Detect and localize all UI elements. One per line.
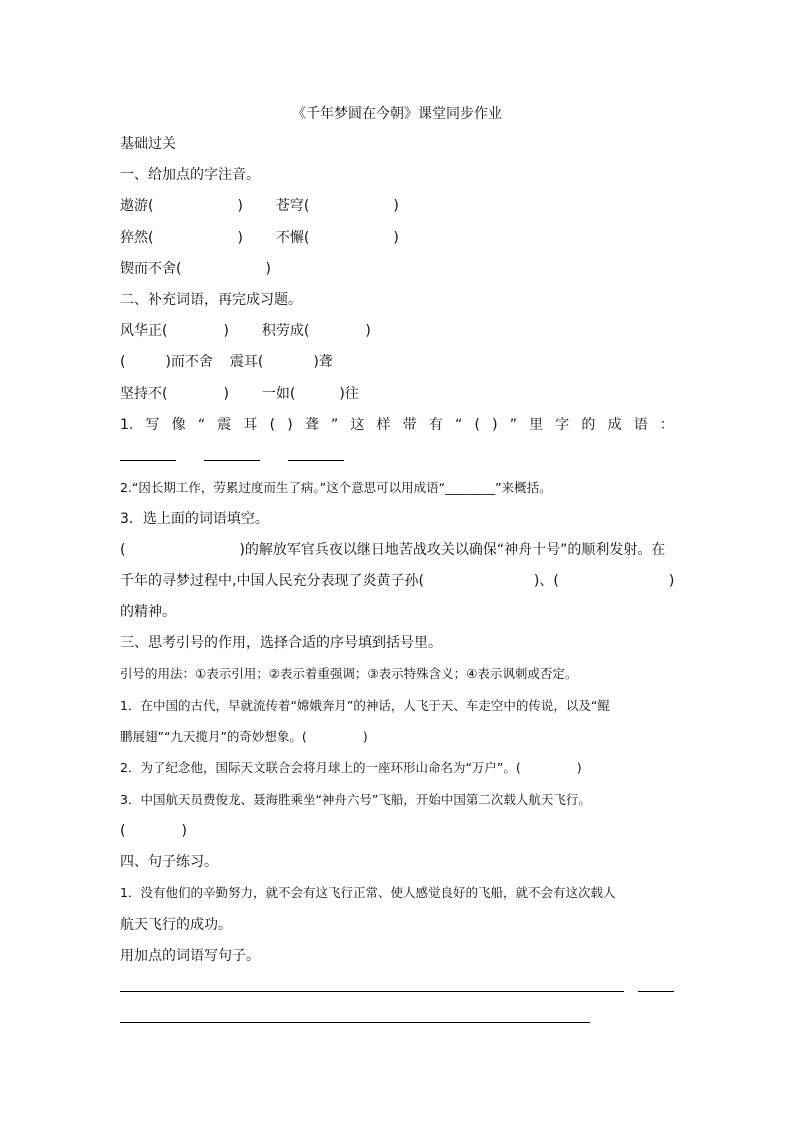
q2-item1 <box>120 415 674 435</box>
close-paren: ) <box>223 323 229 339</box>
q3-item3-line2 <box>120 821 187 841</box>
item1-char: ” <box>330 417 339 433</box>
item1-char: 样 <box>376 417 391 433</box>
item1-char: 1. <box>120 417 134 433</box>
open-paren: ( <box>120 354 126 370</box>
page-title: 《千年梦圆在今朝》课堂同步作业 <box>292 106 502 122</box>
word-buxie: 不懈( <box>275 230 310 246</box>
close-paren: ) <box>223 386 229 402</box>
item1-char: 写 <box>145 417 160 433</box>
sentence-text: )的解放军官兵夜以继日地苦战攻关以确保“神舟十号”的顺利发射。在 <box>239 542 666 558</box>
word-jianchibu: 坚持不( <box>120 386 168 402</box>
q4-heading: 四、句子练习。 <box>120 854 218 870</box>
item1-char: 成 <box>607 417 622 433</box>
close-paren: )往 <box>339 386 359 402</box>
item1-char: “ <box>197 417 206 433</box>
q3-item2 <box>120 758 582 778</box>
q1-heading: 一、给加点的字注音。 <box>120 167 260 183</box>
item1-char: ( <box>269 417 276 433</box>
word-qieerbushe: 锲而不舍( <box>120 261 182 277</box>
item1-char: 聋 <box>304 417 319 433</box>
item1-char: ： <box>659 417 674 433</box>
close-paren: ) <box>365 323 371 339</box>
close-paren: ) <box>393 230 399 246</box>
sentence-text: 千年的寻梦过程中,中国人民充分表现了炎黄子孙( <box>120 573 424 589</box>
fill-sentence-line1 <box>120 540 665 560</box>
word-yiru: 一如( <box>261 386 296 402</box>
word-zhener: 震耳( <box>229 354 264 370</box>
word-fenghuazheng: 风华正( <box>120 323 168 339</box>
item1-char: ” <box>509 417 517 433</box>
answer-line <box>120 1022 590 1023</box>
q2-row3 <box>120 384 359 404</box>
word-cangqiong: 苍穹( <box>275 198 310 214</box>
item1-char: 字 <box>555 417 570 433</box>
open-paren: ( <box>120 542 126 558</box>
close-paren: ) <box>393 198 399 214</box>
q3-usage: 引号的用法：①表示引用；②表示着重强调；③表示特殊含义；④表示讽刺或否定。 <box>120 666 578 681</box>
q1-row1 <box>120 196 399 216</box>
q2-item2: 2.“因长期工作，劳累过度而生了病。”这个意思可以用成语“________”来概括。 <box>120 480 552 495</box>
q1-row3 <box>120 259 271 279</box>
open-paren: ( <box>120 823 126 839</box>
answer-line <box>120 460 176 461</box>
word-aoyou: 遨游( <box>120 198 154 214</box>
item1-char: 带 <box>402 417 417 433</box>
close-paren: ) <box>576 760 582 775</box>
answer-line <box>120 991 624 992</box>
close-paren: )聋 <box>313 354 333 370</box>
fill-sentence-line3: 的精神。 <box>120 604 176 620</box>
q4-prompt: 用加点的词语写句子。 <box>120 948 260 964</box>
item1-char: 里 <box>529 417 544 433</box>
item1-char: ) <box>287 417 293 433</box>
q2-heading: 二、补充词语，再完成习题。 <box>120 292 302 308</box>
item1-char: 耳 <box>243 417 258 433</box>
answer-line <box>288 460 344 461</box>
q2-row1 <box>120 321 371 341</box>
sentence-text: 鹏展翅”“九天揽月”的奇妙想象。( <box>120 729 307 744</box>
item1-char: ) <box>492 417 498 433</box>
sentence-text: )、( <box>533 573 559 589</box>
q2-row2 <box>120 352 333 372</box>
item1-char: 这 <box>350 417 365 433</box>
close-paren: ) <box>265 261 271 277</box>
item1-char: 的 <box>581 417 596 433</box>
fill-sentence-line2 <box>120 571 674 591</box>
section-basic: 基础过关 <box>120 136 176 152</box>
q1-row2 <box>120 228 399 248</box>
sentence-text: 2．为了纪念他，国际天文联合会将月球上的一座环形山命名为“万户”。( <box>120 760 521 775</box>
q3-heading: 三、思考引号的作用，选择合适的序号填到括号里。 <box>120 635 442 651</box>
word-curan: 猝然( <box>120 230 154 246</box>
word-erbushe: )而不舍 <box>165 354 213 370</box>
item1-char: 像 <box>171 417 186 433</box>
close-paren: ) <box>362 729 368 744</box>
item1-char: “ <box>455 417 463 433</box>
item1-char: 有 <box>428 417 443 433</box>
q2-item3: 3．选上面的词语填空。 <box>120 511 269 527</box>
close-paren: ) <box>668 573 675 589</box>
q3-item3-line1: 3．中国航天员费俊龙、聂海胜乘坐“神舟六号”飞船，开始中国第二次载人航天飞行。 <box>120 792 591 807</box>
answer-line <box>638 991 674 992</box>
q3-item1-line1: 1．在中国的古代，早就流传着“嫦娥奔月”的神话，人飞于天、车走空中的传说，以及“鲲 <box>120 698 610 713</box>
close-paren: ) <box>237 230 243 246</box>
item1-char: ( <box>474 417 480 433</box>
close-paren: ) <box>237 198 243 214</box>
q3-item1-line2 <box>120 727 368 747</box>
item1-char: 语 <box>633 417 648 433</box>
word-jilaocheng: 积劳成( <box>261 323 310 339</box>
close-paren: ) <box>181 823 187 839</box>
item1-char: 震 <box>217 417 232 433</box>
q4-sentence-line2: 航天飞行的成功。 <box>120 917 232 933</box>
answer-line <box>204 460 260 461</box>
q4-sentence-line1: 1．没有他们的辛勤努力，就不会有这飞行正常、使人感觉良好的飞船，就不会有这次载人 <box>120 885 616 900</box>
